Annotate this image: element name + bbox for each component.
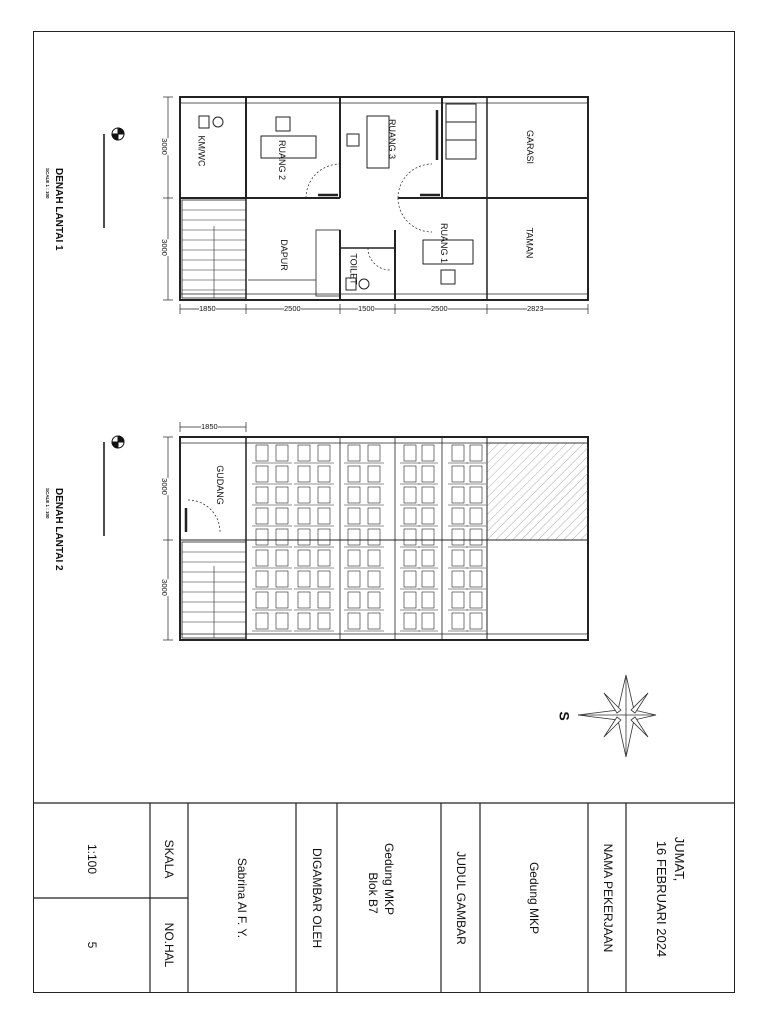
room-label-ruang2: RUANG 2 (277, 139, 288, 181)
floor2-title: DENAH LANTAI 2 (53, 488, 64, 571)
judul-gambar-label: JUDUL GAMBAR (454, 851, 468, 945)
skala-label: SKALA (162, 839, 176, 879)
dim-left-f2-1: 3000 (159, 478, 169, 495)
date-line-2: 16 FEBRUARI 2024 (654, 840, 670, 958)
room-label-toilet: TOILET (348, 253, 359, 285)
room-label-garasi: GARASI (525, 129, 536, 165)
date-line-1: JUMAT, (672, 836, 688, 882)
floor2-scale: SCALE 1 : 100 (45, 488, 50, 519)
dim-bottom-5: 2823 (527, 304, 544, 313)
dim-bottom-2: 2500 (284, 304, 301, 313)
room-label-dapur: DAPUR (278, 239, 289, 271)
room-label-ruang3: RUANG 3 (387, 118, 398, 160)
digambar-oleh-label: DIGAMBAR OLEH (310, 847, 324, 949)
dim-bottom-3: 1500 (358, 304, 375, 313)
judul-gambar-value-line2: Blok B7 (366, 872, 380, 914)
judul-gambar-value-line1: Gedung MKP (382, 842, 396, 916)
digambar-oleh-value: Sabrina Al F. Y. (235, 857, 249, 939)
dim-left-1: 3000 (159, 138, 169, 155)
dim-top-1: 1850 (201, 422, 218, 431)
compass-s-label: S (556, 711, 573, 721)
floor1-scale: SCALE 1 : 100 (45, 168, 50, 199)
dim-bottom-4: 2500 (431, 304, 448, 313)
room-label-taman: TAMAN (524, 227, 535, 259)
floor1-title: DENAH LANTAI 1 (53, 168, 64, 251)
nama-pekerjaan-value: Gedung MKP (527, 861, 541, 935)
dim-bottom-1: 1850 (199, 304, 216, 313)
no-hal-value: 5 (85, 941, 99, 949)
room-label-gudang: GUDANG (214, 465, 225, 505)
dim-left-f2-2: 3000 (159, 579, 169, 596)
no-hal-label: NO.HAL (162, 922, 176, 968)
room-label-ruang1: RUANG 1 (439, 222, 450, 264)
dim-left-2: 3000 (159, 239, 169, 256)
room-label-kmwc: KM/WC (196, 135, 207, 167)
skala-value: 1:100 (85, 843, 99, 875)
nama-pekerjaan-label: NAMA PEKERJAAN (601, 843, 615, 953)
